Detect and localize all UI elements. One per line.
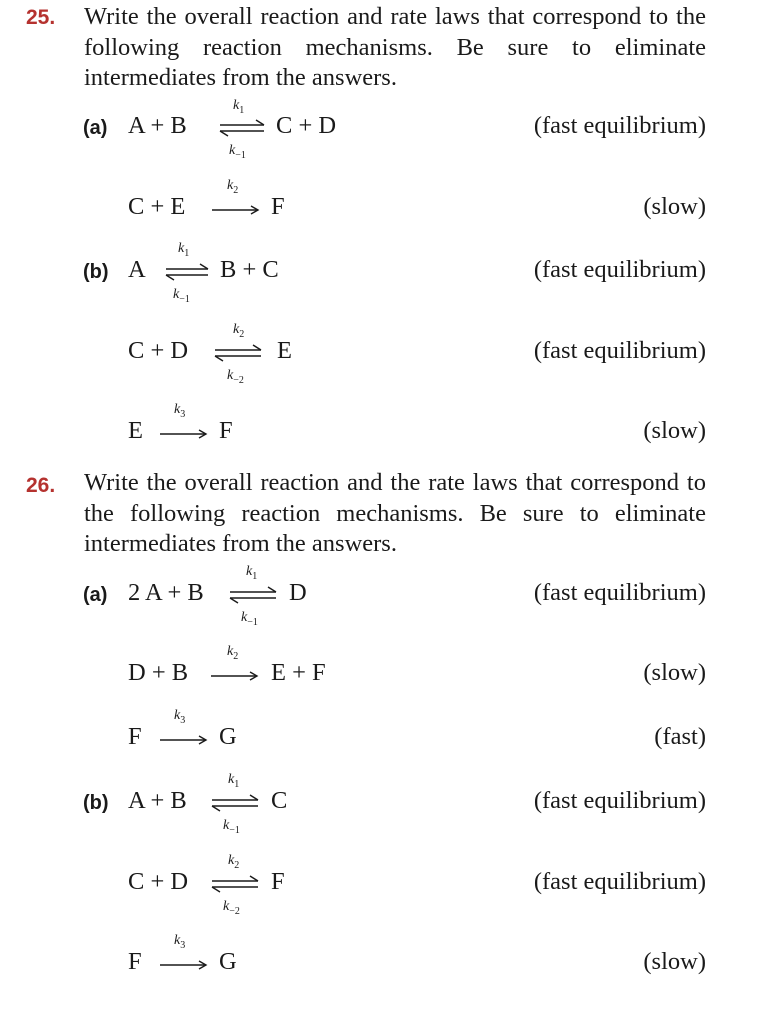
forward-arrow-icon [158,955,210,975]
products: E + F [271,659,326,686]
step-condition: (slow) [643,417,706,444]
part-label: (b) [83,792,109,814]
reactants: C + D [128,868,189,895]
step-condition: (fast equilibrium) [533,112,706,139]
reverse-rate-constant: $k_{-1}$ [241,610,258,628]
step-condition: (slow) [643,659,706,686]
equilibrium-arrow-icon [164,262,212,282]
products: F [219,417,233,444]
reactants: 2 A + B [128,579,204,606]
problem-number: 26. [26,474,56,497]
forward-rate-constant: $k_1$ [228,772,240,790]
reverse-rate-constant: $k_{-2}$ [227,368,244,386]
forward-rate-constant: $k_3$ [174,708,186,726]
forward-arrow-icon [158,730,210,750]
forward-arrow-icon [210,200,262,220]
forward-rate-constant: $k_2$ [233,322,245,340]
reverse-rate-constant: $k_{-2}$ [223,899,240,917]
step-condition: (slow) [643,948,706,975]
products: G [219,948,237,975]
forward-rate-constant: $k_3$ [174,933,186,951]
reactants: D + B [128,659,189,686]
part-label: (a) [83,117,108,139]
problem-number: 25. [26,6,56,29]
step-condition: (slow) [643,193,706,220]
reactants: C + D [128,337,189,364]
equilibrium-arrow-icon [218,118,268,138]
equilibrium-arrow-icon [210,874,262,894]
step-condition: (fast equilibrium) [533,868,706,895]
forward-rate-constant: $k_1$ [246,564,258,582]
reactants: F [128,723,142,750]
products: F [271,868,285,895]
forward-rate-constant: $k_1$ [178,241,190,259]
step-condition: (fast equilibrium) [533,787,706,814]
forward-arrow-icon [209,666,261,686]
products: E [277,337,292,364]
step-condition: (fast equilibrium) [533,579,706,606]
part-label: (a) [83,584,108,606]
step-condition: (fast equilibrium) [533,337,706,364]
equilibrium-arrow-icon [213,343,265,363]
step-condition: (fast) [654,723,706,750]
reverse-rate-constant: $k_{-1}$ [173,287,190,305]
forward-rate-constant: $k_2$ [228,853,240,871]
products: D [289,579,307,606]
products: C [271,787,288,814]
products: B + C [220,256,279,283]
forward-rate-constant: $k_3$ [174,402,186,420]
reactants: F [128,948,142,975]
products: C + D [276,112,337,139]
forward-rate-constant: $k_1$ [233,98,245,116]
forward-rate-constant: $k_2$ [227,178,239,196]
reverse-rate-constant: $k_{-1}$ [223,818,240,836]
forward-rate-constant: $k_2$ [227,644,239,662]
forward-arrow-icon [158,424,210,444]
step-condition: (fast equilibrium) [533,256,706,283]
part-label: (b) [83,261,109,283]
reactants: A [128,256,146,283]
reactants: A + B [128,112,187,139]
reactants: C + E [128,193,186,220]
equilibrium-arrow-icon [228,585,280,605]
reactants: A + B [128,787,187,814]
reactants: E [128,417,143,444]
problem-text: Write the overall reaction and the rate laws that correspond to the following reaction mechanisms. Be sure to eliminate intermediates from the answers. [84,469,706,557]
equilibrium-arrow-icon [210,793,262,813]
products: G [219,723,237,750]
products: F [271,193,285,220]
reverse-rate-constant: $k_{-1}$ [229,143,246,161]
problem-text: Write the overall reaction and rate laws that correspond to the following reaction mechanisms. Be sure to eliminate intermediates from the answers. [84,3,706,91]
